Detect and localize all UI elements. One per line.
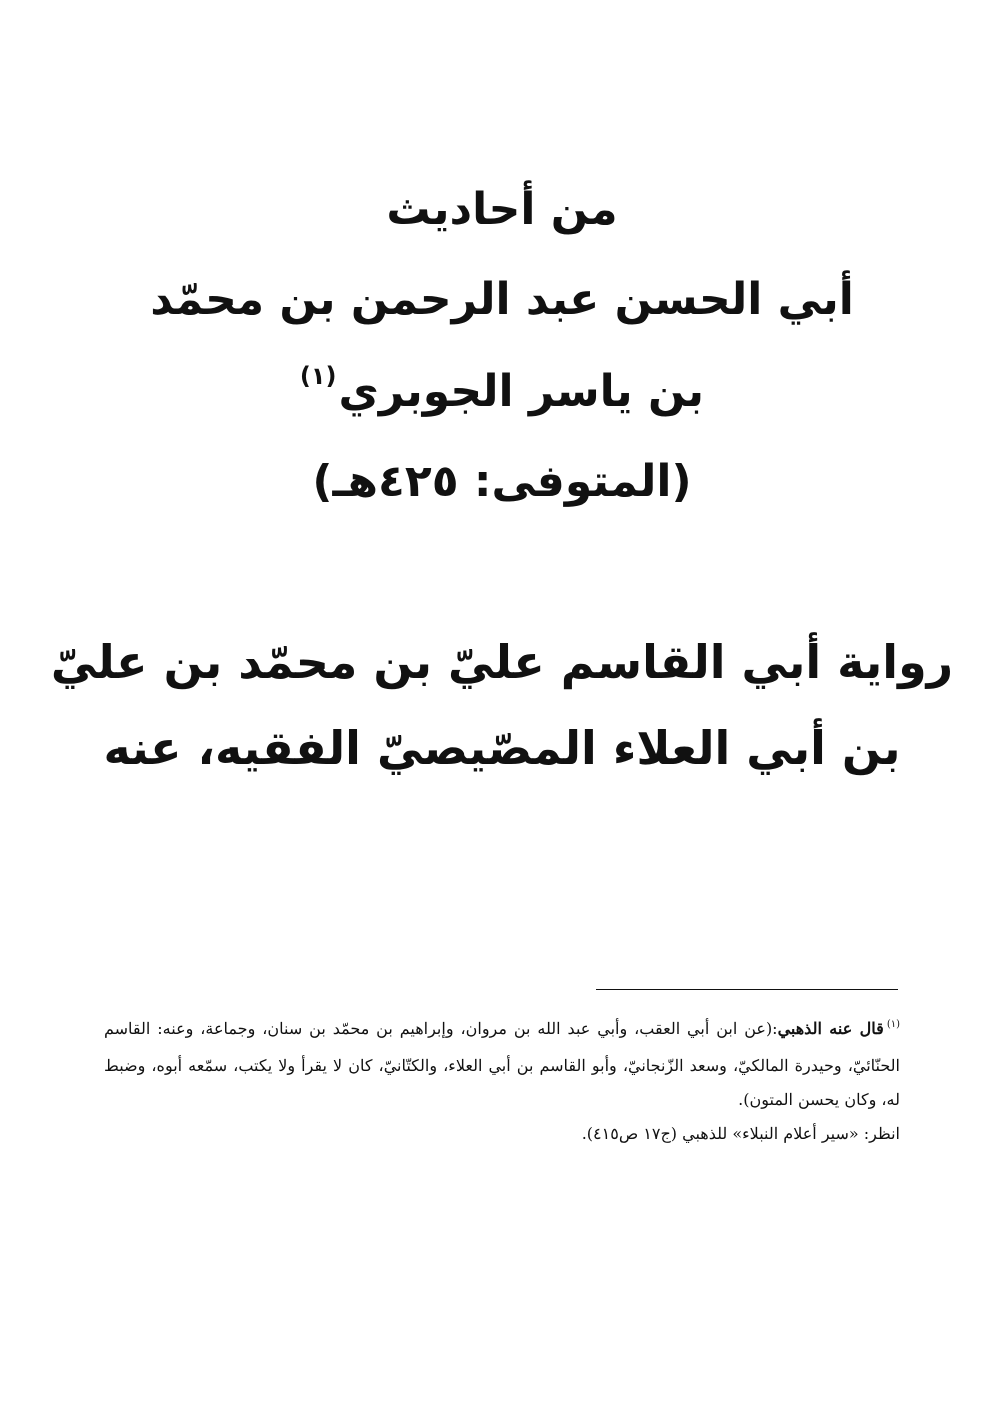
title-line-3 [0,362,1004,428]
title-line-1: من أحاديث [386,184,618,235]
title-line-3-text: بن ياسر الجوبري [338,366,705,417]
title-line-2: أبي الحسن عبد الرحمن بن محمّد [150,274,854,325]
footnote-reference: انظر: «سير أعلام النبلاء» للذهبي (ج١٧ ص٤١٥). [581,1124,900,1143]
footnote-separator [596,989,898,990]
footnote-block [104,1012,900,1151]
footnote-number: (١) [886,1019,900,1030]
death-date: (المتوفى: ٤٢٥هـ) [312,456,692,507]
footnote-text [104,1012,900,1117]
riwaya-line-2: بن أبي العلاء المصّيصيّ الفقيه، عنه [103,721,901,775]
footnote-lead: قال عنه الذهبي [777,1019,884,1038]
footnote-reference-mark[interactable]: (١) [299,362,337,390]
footnote-body: :(عن ابن أبي العقب، وأبي عبد الله بن مروان، وإبراهيم بن محمّد بن سنان، وجماعة، وعنه: القاسم الحنّائيّ، وحيدرة المالكيّ، وسعد الزّنجانيّ، وأبو القاسم بن أبي العلاء، والكتّانيّ، كان لا يقرأ ولا يكتب، سمّعه أبوه، وضبط له، وكان يحسن المتون). [104,1019,900,1109]
riwaya-line-1: رواية أبي القاسم عليّ بن محمّد بن عليّ [50,635,954,689]
